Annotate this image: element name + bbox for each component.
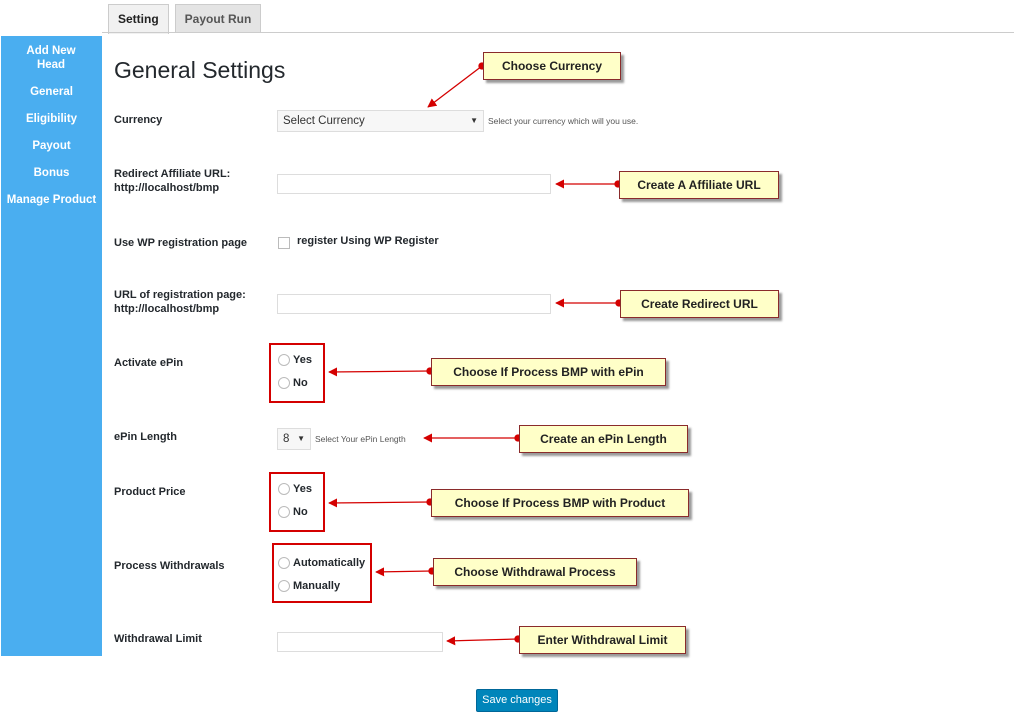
withdrawal-highlight-box <box>272 543 372 603</box>
redirect-affiliate-input[interactable] <box>277 174 551 194</box>
product-price-label: Product Price <box>114 486 186 498</box>
epin-length-value: 8 <box>283 433 290 445</box>
sidebar-item-manage-product[interactable]: Manage Product <box>6 194 97 206</box>
currency-select[interactable] <box>277 110 484 132</box>
epin-no-label: No <box>293 377 308 389</box>
callout-epin-length: Create an ePin Length <box>519 425 688 453</box>
epin-length-help: Select Your ePin Length <box>315 434 406 444</box>
sidebar <box>1 36 102 656</box>
arrow-limit <box>447 639 518 641</box>
product-yes-option[interactable] <box>278 483 312 495</box>
arrow-product <box>329 502 430 503</box>
sidebar-item-general[interactable]: General <box>30 86 73 98</box>
epin-yes-option[interactable] <box>278 354 312 366</box>
registration-url-input[interactable] <box>277 294 551 314</box>
product-highlight-box <box>269 472 325 532</box>
callout-currency: Choose Currency <box>483 52 621 80</box>
redirect-affiliate-label-line1: Redirect Affiliate URL: <box>114 168 231 180</box>
epin-highlight-box <box>269 343 325 403</box>
tab-divider <box>102 32 1014 33</box>
withdrawal-auto-option[interactable] <box>278 557 365 569</box>
epin-yes-radio[interactable] <box>278 354 290 366</box>
withdrawal-limit-input[interactable] <box>277 632 443 652</box>
product-yes-label: Yes <box>293 483 312 495</box>
callout-epin: Choose If Process BMP with ePin <box>431 358 666 386</box>
product-yes-radio[interactable] <box>278 483 290 495</box>
withdrawal-auto-radio[interactable] <box>278 557 290 569</box>
callout-affiliate: Create A Affiliate URL <box>619 171 779 199</box>
product-no-label: No <box>293 506 308 518</box>
process-withdrawals-label: Process Withdrawals <box>114 560 225 572</box>
settings-tabs <box>108 4 261 33</box>
tab-setting[interactable]: Setting <box>108 4 169 34</box>
currency-help: Select your currency which will you use. <box>488 116 639 126</box>
sidebar-item-eligibility[interactable]: Eligibility <box>25 113 78 125</box>
tab-payout-run[interactable]: Payout Run <box>175 4 262 33</box>
currency-label: Currency <box>114 114 163 126</box>
dropdown-arrow-icon: ▼ <box>297 434 305 443</box>
arrow-epin <box>329 371 430 372</box>
redirect-affiliate-label <box>114 167 230 195</box>
callout-withdrawal: Choose Withdrawal Process <box>433 558 637 586</box>
wp-register-checkbox[interactable] <box>278 237 290 249</box>
registration-url-label-line2: http://localhost/bmp <box>114 303 220 315</box>
wp-register-checkbox-label: register Using WP Register <box>297 235 439 247</box>
callout-limit: Enter Withdrawal Limit <box>519 626 686 654</box>
withdrawal-limit-label: Withdrawal Limit <box>114 633 202 645</box>
redirect-affiliate-label-line2: http://localhost/bmp <box>114 182 220 194</box>
epin-yes-label: Yes <box>293 354 312 366</box>
withdrawal-manual-radio[interactable] <box>278 580 290 592</box>
registration-url-label-line1: URL of registration page: <box>114 289 246 301</box>
arrow-withdrawal <box>376 571 432 572</box>
sidebar-item-payout[interactable]: Payout <box>32 140 71 152</box>
product-no-radio[interactable] <box>278 506 290 518</box>
arrow-currency <box>428 66 482 107</box>
sidebar-item-bonus[interactable]: Bonus <box>33 167 70 179</box>
dropdown-arrow-icon: ▼ <box>470 116 478 125</box>
registration-url-label <box>114 288 246 316</box>
sidebar-item-add-new-head[interactable]: Add New Head <box>26 45 76 71</box>
product-no-option[interactable] <box>278 506 308 518</box>
wp-registration-label: Use WP registration page <box>114 237 248 249</box>
save-changes-button[interactable]: Save changes <box>476 689 558 712</box>
withdrawal-manual-label: Manually <box>293 580 341 592</box>
page-title: General Settings <box>114 57 286 83</box>
epin-no-radio[interactable] <box>278 377 290 389</box>
withdrawal-auto-label: Automatically <box>293 557 366 569</box>
activate-epin-label: Activate ePin <box>114 357 184 369</box>
epin-length-select[interactable] <box>277 428 311 450</box>
callout-product: Choose If Process BMP with Product <box>431 489 689 517</box>
withdrawal-manual-option[interactable] <box>278 580 340 592</box>
epin-no-option[interactable] <box>278 377 308 389</box>
callout-redirect: Create Redirect URL <box>620 290 779 318</box>
currency-select-value: Select Currency <box>283 115 365 127</box>
epin-length-label: ePin Length <box>114 431 177 443</box>
